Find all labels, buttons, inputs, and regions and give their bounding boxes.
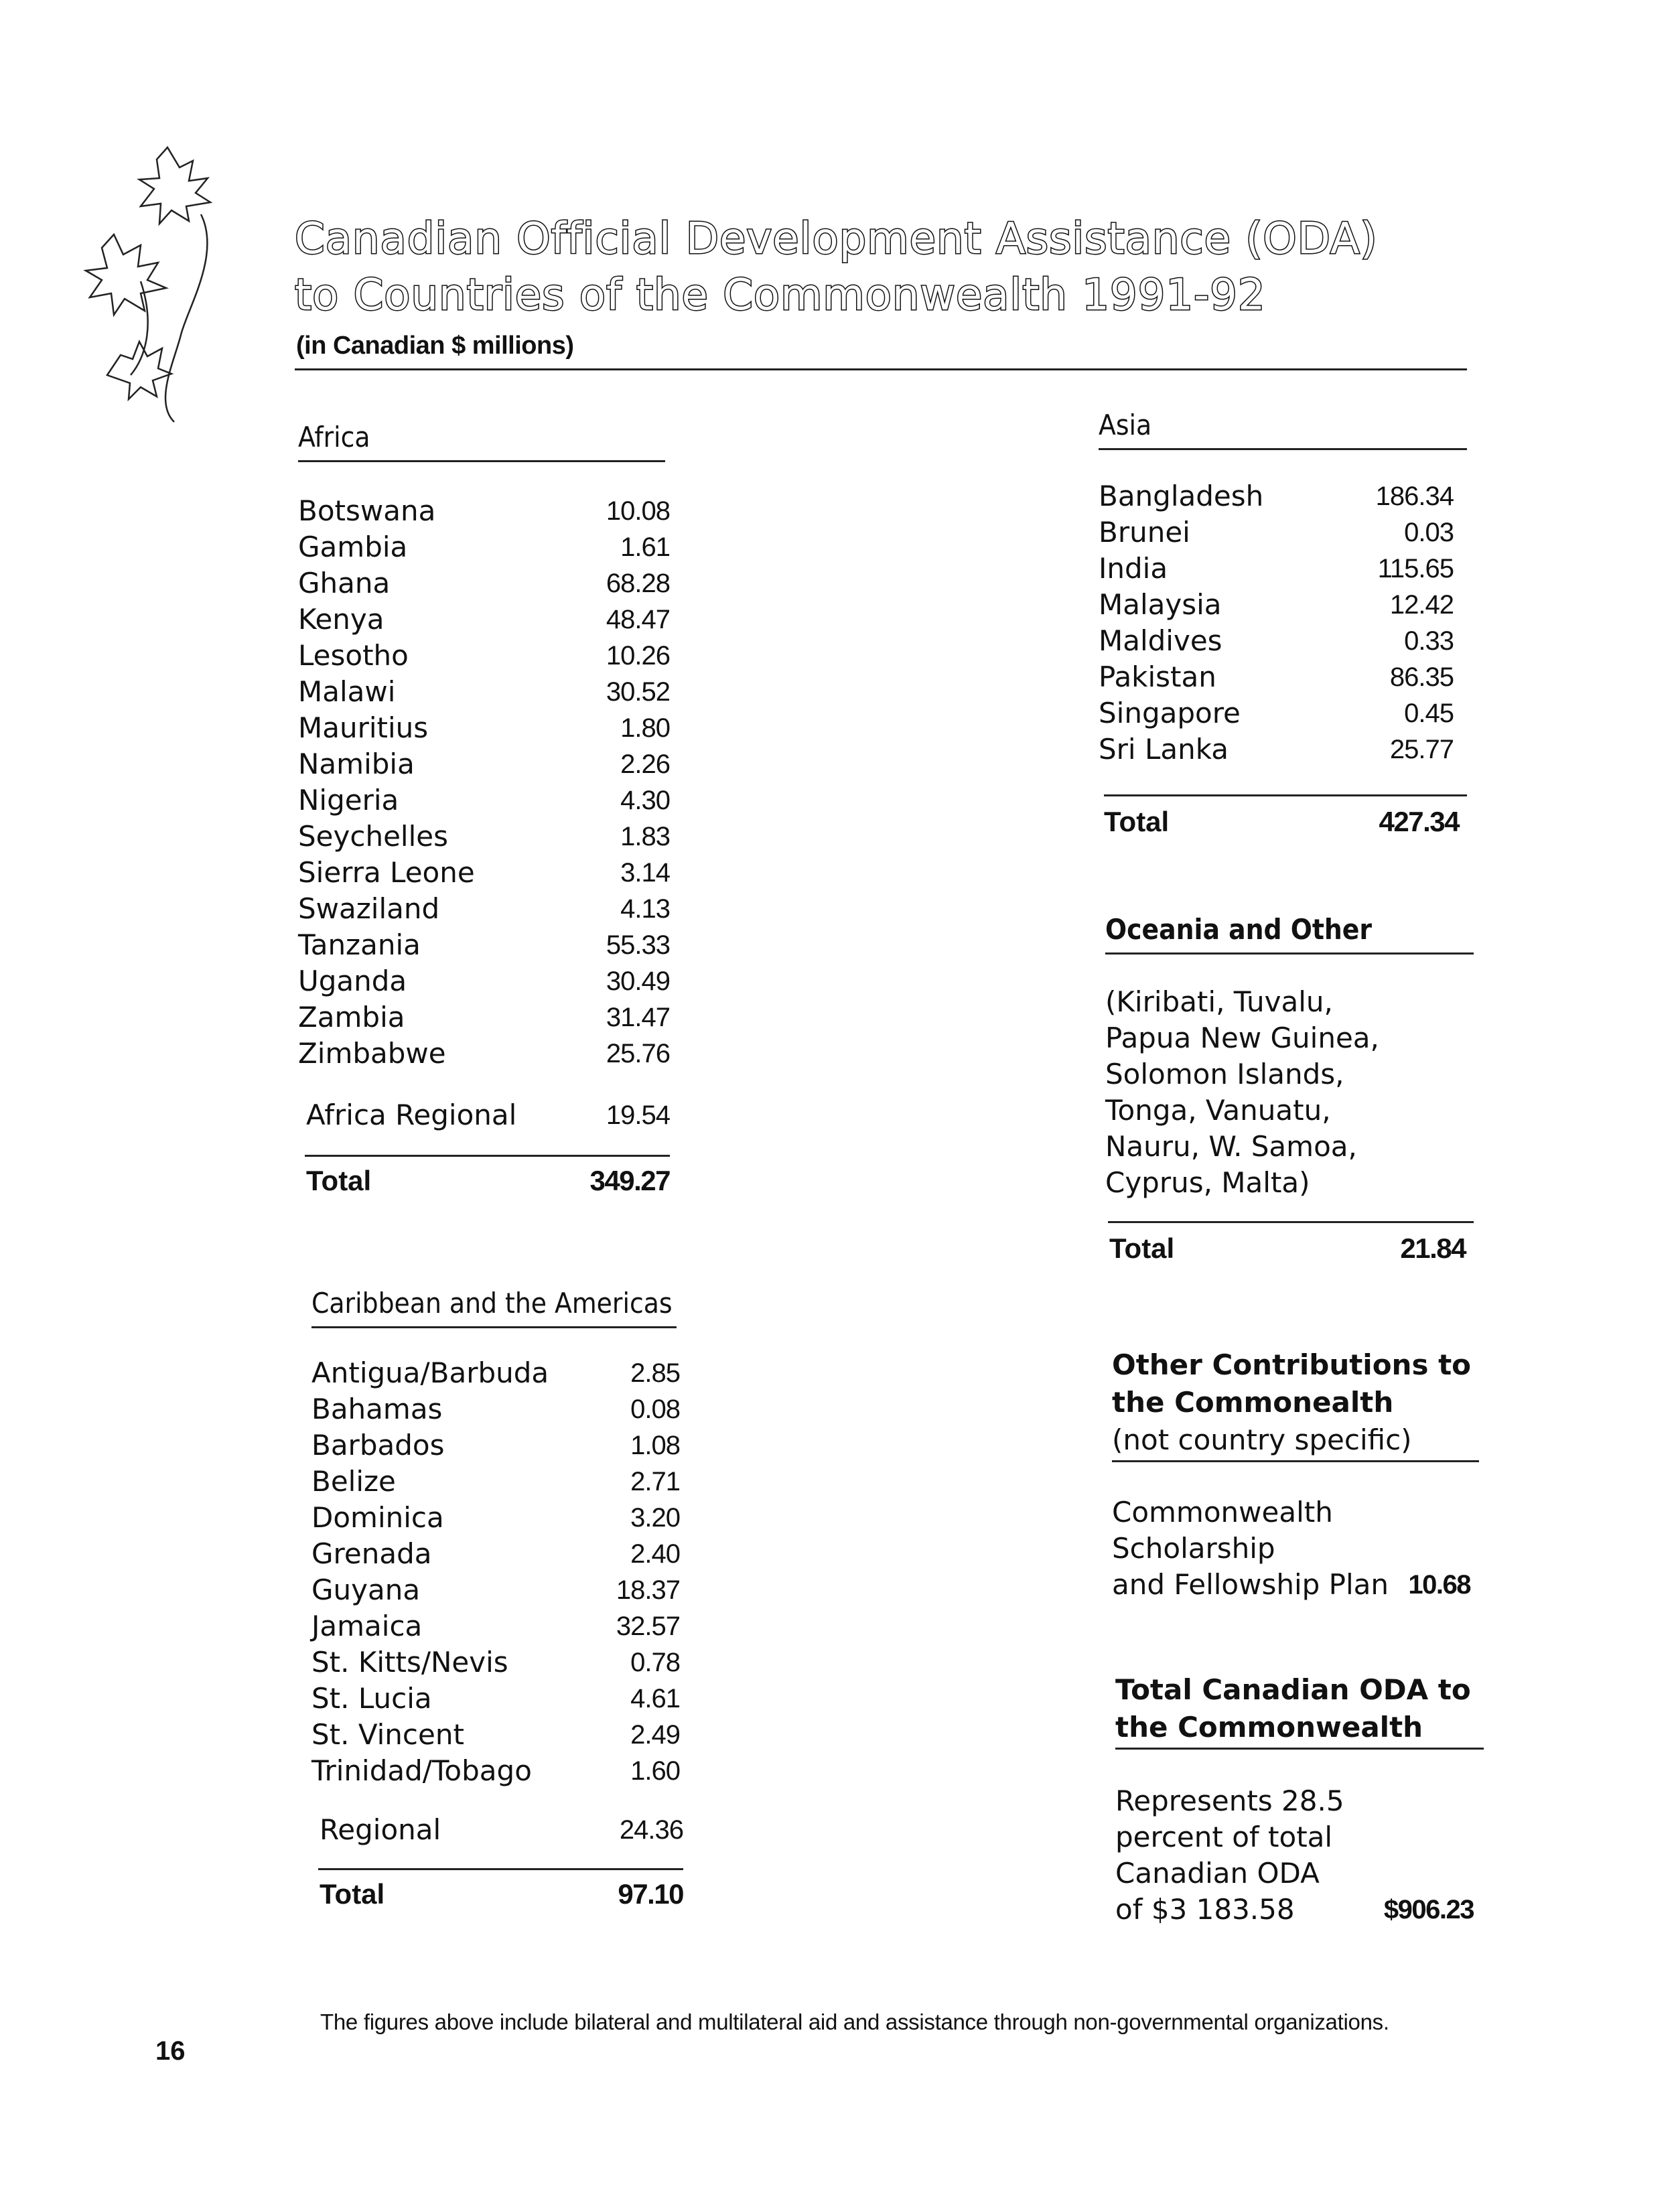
row-country: Brunei [1099, 516, 1190, 549]
row-value: 186.34 [1375, 482, 1454, 511]
title-line-2: to Countries of the Commonwealth 1991-92 [295, 271, 1266, 320]
scholarship-value: 10.68 [1408, 1570, 1470, 1600]
caribbean-table [311, 1355, 680, 1789]
row-country: India [1099, 552, 1168, 585]
row-value: 2.26 [620, 750, 670, 779]
grand-total-section [1115, 1671, 1484, 1928]
table-row [298, 782, 670, 819]
row-value: 32.57 [616, 1612, 680, 1641]
total-rule [305, 1155, 670, 1157]
row-value: 25.76 [606, 1039, 670, 1068]
table-row [298, 999, 670, 1036]
table-row [298, 1036, 670, 1072]
table-row [311, 1644, 680, 1681]
row-value: 10.26 [606, 641, 670, 670]
maple-leaf-icon [67, 134, 241, 429]
title-divider [295, 368, 1467, 370]
row-country: Africa Regional [306, 1099, 517, 1131]
row-value: 48.47 [606, 605, 670, 634]
table-row [1099, 478, 1454, 514]
table-row [1099, 587, 1454, 623]
table-row [298, 963, 670, 999]
row-country: Jamaica [311, 1610, 423, 1642]
row-country: Trinidad/Tobago [311, 1754, 532, 1787]
row-value: 0.45 [1404, 699, 1454, 728]
section-heading-oceania: Oceania and Other [1105, 913, 1373, 946]
grand-total-text-4: of $3 183.58 [1115, 1893, 1295, 1926]
row-value: 86.35 [1389, 662, 1454, 692]
table-row [298, 602, 670, 638]
row-country: St. Kitts/Nevis [311, 1646, 508, 1679]
table-row [298, 529, 670, 565]
row-country: Singapore [1099, 697, 1241, 729]
asia-section [1099, 407, 1467, 841]
table-row [298, 710, 670, 746]
table-row [1099, 514, 1454, 551]
oceania-line: Tonga, Vanuatu, [1105, 1094, 1331, 1127]
row-country: Dominica [311, 1501, 444, 1534]
oceania-line: Cyprus, Malta) [1105, 1166, 1310, 1199]
row-country: St. Vincent [311, 1718, 464, 1751]
row-country: Maldives [1099, 624, 1222, 657]
section-rule [311, 1326, 677, 1328]
table-row [311, 1536, 680, 1572]
asia-total-row [1099, 803, 1459, 841]
row-value: 2.71 [630, 1467, 680, 1496]
africa-regional-row [298, 1097, 670, 1133]
total-value: 427.34 [1379, 806, 1459, 837]
row-country: Grenada [311, 1537, 432, 1570]
table-row [311, 1753, 680, 1789]
row-country: Zimbabwe [298, 1037, 446, 1070]
africa-table [298, 493, 670, 1072]
other-contributions-heading-2: the Commonealth [1112, 1386, 1394, 1419]
row-value: 18.37 [616, 1575, 680, 1605]
row-country: Bangladesh [1099, 480, 1264, 512]
row-country: Uganda [298, 965, 407, 997]
table-row [298, 493, 670, 529]
row-value: 24.36 [619, 1815, 683, 1845]
row-value: 19.54 [606, 1101, 670, 1130]
total-value: 97.10 [618, 1878, 683, 1910]
row-value: 31.47 [606, 1003, 670, 1032]
row-country: Kenya [298, 603, 384, 636]
oceania-section [1105, 911, 1474, 1267]
total-rule [318, 1868, 683, 1870]
table-row [311, 1427, 680, 1464]
table-row [298, 638, 670, 674]
grand-total-text-2: percent of total [1115, 1821, 1333, 1853]
row-country: Antigua/Barbuda [311, 1356, 549, 1389]
scholarship-item [1112, 1494, 1470, 1603]
row-value: 0.33 [1404, 626, 1454, 656]
section-heading-asia: Asia [1099, 409, 1152, 441]
table-row [1099, 623, 1454, 659]
section-heading-africa: Africa [298, 421, 370, 453]
row-value: 10.08 [606, 496, 670, 526]
row-value: 2.85 [630, 1358, 680, 1388]
row-value: 0.08 [630, 1395, 680, 1424]
row-country: Bahamas [311, 1393, 443, 1425]
row-value: 2.49 [630, 1720, 680, 1750]
page-subtitle: (in Canadian $ millions) [296, 332, 574, 360]
row-value: 1.08 [630, 1431, 680, 1460]
row-country: Regional [320, 1813, 441, 1846]
section-rule [1112, 1460, 1479, 1462]
section-heading-caribbean: Caribbean and the Americas [311, 1287, 673, 1320]
row-country: Swaziland [298, 892, 440, 925]
row-value: 2.40 [630, 1539, 680, 1569]
africa-total-row [298, 1162, 670, 1200]
oceania-line: Papua New Guinea, [1105, 1021, 1379, 1054]
table-row [298, 855, 670, 891]
row-country: Malawi [298, 675, 396, 708]
oceania-line: (Kiribati, Tuvalu, [1105, 985, 1333, 1018]
row-value: 30.52 [606, 677, 670, 707]
row-value: 1.60 [630, 1756, 680, 1786]
row-country: Seychelles [298, 820, 448, 853]
grand-total-text-1: Represents 28.5 [1115, 1784, 1344, 1817]
total-label: Total [320, 1878, 385, 1910]
table-row [298, 927, 670, 963]
row-country: Sierra Leone [298, 856, 475, 889]
scholarship-line-2: Scholarship [1112, 1532, 1275, 1565]
title-line-1: Canadian Official Development Assistance (ODA) [295, 214, 1378, 264]
other-contributions-section [1112, 1346, 1480, 1603]
footnote: The figures above include bilateral and multilateral aid and assistance through non-governmental organizations. [320, 2009, 1389, 2034]
row-country: Zambia [298, 1001, 405, 1034]
asia-table [1099, 478, 1454, 768]
grand-total-value: $906.23 [1383, 1895, 1474, 1924]
caribbean-regional-row [311, 1812, 683, 1848]
table-row [311, 1391, 680, 1427]
total-rule [1108, 1221, 1474, 1223]
row-value: 12.42 [1389, 590, 1454, 620]
row-value: 68.28 [606, 569, 670, 598]
row-value: 0.03 [1404, 518, 1454, 547]
row-value: 30.49 [606, 967, 670, 996]
oceania-countries [1105, 984, 1474, 1201]
scholarship-line-3: and Fellowship Plan [1112, 1568, 1389, 1601]
total-label: Total [1109, 1232, 1175, 1264]
row-value: 1.83 [620, 822, 670, 851]
table-row [311, 1608, 680, 1644]
row-country: Pakistan [1099, 660, 1216, 693]
row-country: Mauritius [298, 711, 429, 744]
grand-total-body [1115, 1783, 1474, 1928]
oceania-line: Nauru, W. Samoa, [1105, 1130, 1357, 1163]
row-country: Barbados [311, 1429, 445, 1462]
table-row [298, 674, 670, 710]
row-country: Belize [311, 1465, 396, 1498]
africa-section [298, 419, 670, 1200]
row-country: Namibia [298, 748, 415, 780]
table-row [1099, 731, 1454, 768]
grand-total-heading-2: the Commonwealth [1115, 1711, 1423, 1744]
total-rule [1104, 794, 1467, 796]
caribbean-section [311, 1285, 683, 1913]
row-value: 3.14 [620, 858, 670, 888]
oceania-total-row [1105, 1230, 1466, 1267]
other-contributions-heading-3: (not country specific) [1112, 1423, 1412, 1456]
row-value: 25.77 [1389, 735, 1454, 764]
page-number: 16 [155, 2036, 186, 2066]
table-row [311, 1681, 680, 1717]
row-value: 4.61 [630, 1684, 680, 1713]
table-row [1099, 551, 1454, 587]
section-rule [1115, 1748, 1484, 1750]
total-value: 21.84 [1400, 1232, 1466, 1264]
section-rule [1105, 952, 1474, 955]
row-country: Tanzania [298, 928, 421, 961]
row-country: Malaysia [1099, 588, 1222, 621]
scholarship-line-1: Commonwealth [1112, 1496, 1333, 1529]
row-value: 55.33 [606, 930, 670, 960]
row-country: Guyana [311, 1573, 421, 1606]
table-row [311, 1572, 680, 1608]
total-value: 349.27 [589, 1165, 670, 1196]
row-country: Botswana [298, 494, 436, 527]
row-value: 115.65 [1377, 554, 1454, 583]
row-value: 4.13 [620, 894, 670, 924]
grand-total-text-3: Canadian ODA [1115, 1857, 1320, 1890]
row-country: Nigeria [298, 784, 399, 817]
table-row [1099, 659, 1454, 695]
row-country: St. Lucia [311, 1682, 432, 1715]
section-rule [1099, 448, 1467, 450]
table-row [298, 819, 670, 855]
row-value: 1.80 [620, 713, 670, 743]
table-row [298, 891, 670, 927]
row-country: Sri Lanka [1099, 733, 1229, 766]
caribbean-total-row [311, 1876, 683, 1913]
other-contributions-heading-1: Other Contributions to [1112, 1348, 1472, 1381]
row-value: 1.61 [620, 533, 670, 562]
row-country: Lesotho [298, 639, 409, 672]
table-row [311, 1464, 680, 1500]
table-row [298, 565, 670, 602]
row-country: Gambia [298, 531, 408, 563]
table-row [311, 1500, 680, 1536]
total-label: Total [306, 1165, 372, 1196]
row-value: 0.78 [630, 1648, 680, 1677]
total-label: Total [1104, 806, 1170, 837]
table-row [1099, 695, 1454, 731]
section-rule [298, 460, 665, 462]
row-country: Ghana [298, 567, 391, 599]
page-title [295, 211, 1378, 324]
row-value: 3.20 [630, 1503, 680, 1533]
row-value: 4.30 [620, 786, 670, 815]
grand-total-heading-1: Total Canadian ODA to [1115, 1673, 1471, 1706]
oceania-line: Solomon Islands, [1105, 1058, 1344, 1090]
table-row [311, 1717, 680, 1753]
table-row [311, 1355, 680, 1391]
table-row [298, 746, 670, 782]
